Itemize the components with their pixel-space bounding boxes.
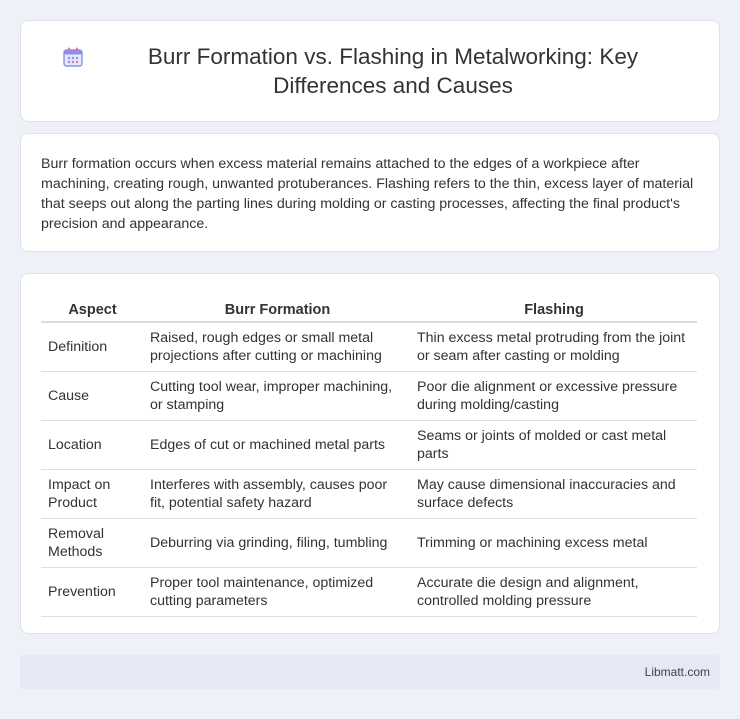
table-row-impact [41, 470, 697, 519]
row-flashing-cell: Accurate die design and alignment, controlled molding pressure [411, 568, 697, 617]
comparison-table-card [20, 273, 720, 634]
table-row-location [41, 421, 697, 470]
row-aspect-cell: Prevention [41, 568, 144, 617]
intro-card [20, 133, 720, 252]
row-flashing-cell: Seams or joints of molded or cast metal parts [411, 421, 697, 470]
row-burr-cell: Cutting tool wear, improper machining, or stamping [144, 372, 411, 421]
table-header-row [41, 294, 697, 322]
comparison-table [41, 294, 697, 617]
table-row-removal [41, 519, 697, 568]
row-burr-cell: Edges of cut or machined metal parts [144, 421, 411, 470]
row-aspect-cell: Removal Methods [41, 519, 144, 568]
column-header-aspect: Aspect [41, 294, 144, 322]
row-flashing-cell: Trimming or machining excess metal [411, 519, 697, 568]
row-flashing-cell: Thin excess metal protruding from the joint or seam after casting or molding [411, 322, 697, 372]
page-title: Burr Formation vs. Flashing in Metalworking: Key Differences and Causes [147, 44, 639, 98]
footer-bar [20, 655, 720, 689]
column-header-burr-formation: Burr Formation [144, 294, 411, 322]
calendar-icon [61, 45, 85, 69]
table-row-definition [41, 322, 697, 372]
row-burr-cell: Raised, rough edges or small metal projections after cutting or machining [144, 322, 411, 372]
row-burr-cell: Proper tool maintenance, optimized cutting parameters [144, 568, 411, 617]
table-row-cause [41, 372, 697, 421]
footer-brand-link[interactable]: Libmatt.com [644, 665, 710, 679]
intro-paragraph: Burr formation occurs when excess material remains attached to the edges of a workpiece after machining, creating rough, unwanted protuberances. Flashing refers to the thin, excess layer of material that seeps out along the parting lines during molding or casting processes, affecting the final product's precision and appearance. [41, 156, 694, 232]
row-flashing-cell: Poor die alignment or excessive pressure during molding/casting [411, 372, 697, 421]
column-header-flashing: Flashing [411, 294, 697, 322]
row-burr-cell: Interferes with assembly, causes poor fit, potential safety hazard [144, 470, 411, 519]
row-aspect-cell: Definition [41, 322, 144, 372]
row-flashing-cell: May cause dimensional inaccuracies and surface defects [411, 470, 697, 519]
row-aspect-cell: Cause [41, 372, 144, 421]
row-aspect-cell: Location [41, 421, 144, 470]
row-burr-cell: Deburring via grinding, filing, tumbling [144, 519, 411, 568]
title-wrap [21, 21, 719, 121]
table-row-prevention [41, 568, 697, 617]
row-aspect-cell: Impact on Product [41, 470, 144, 519]
title-card [20, 20, 720, 122]
